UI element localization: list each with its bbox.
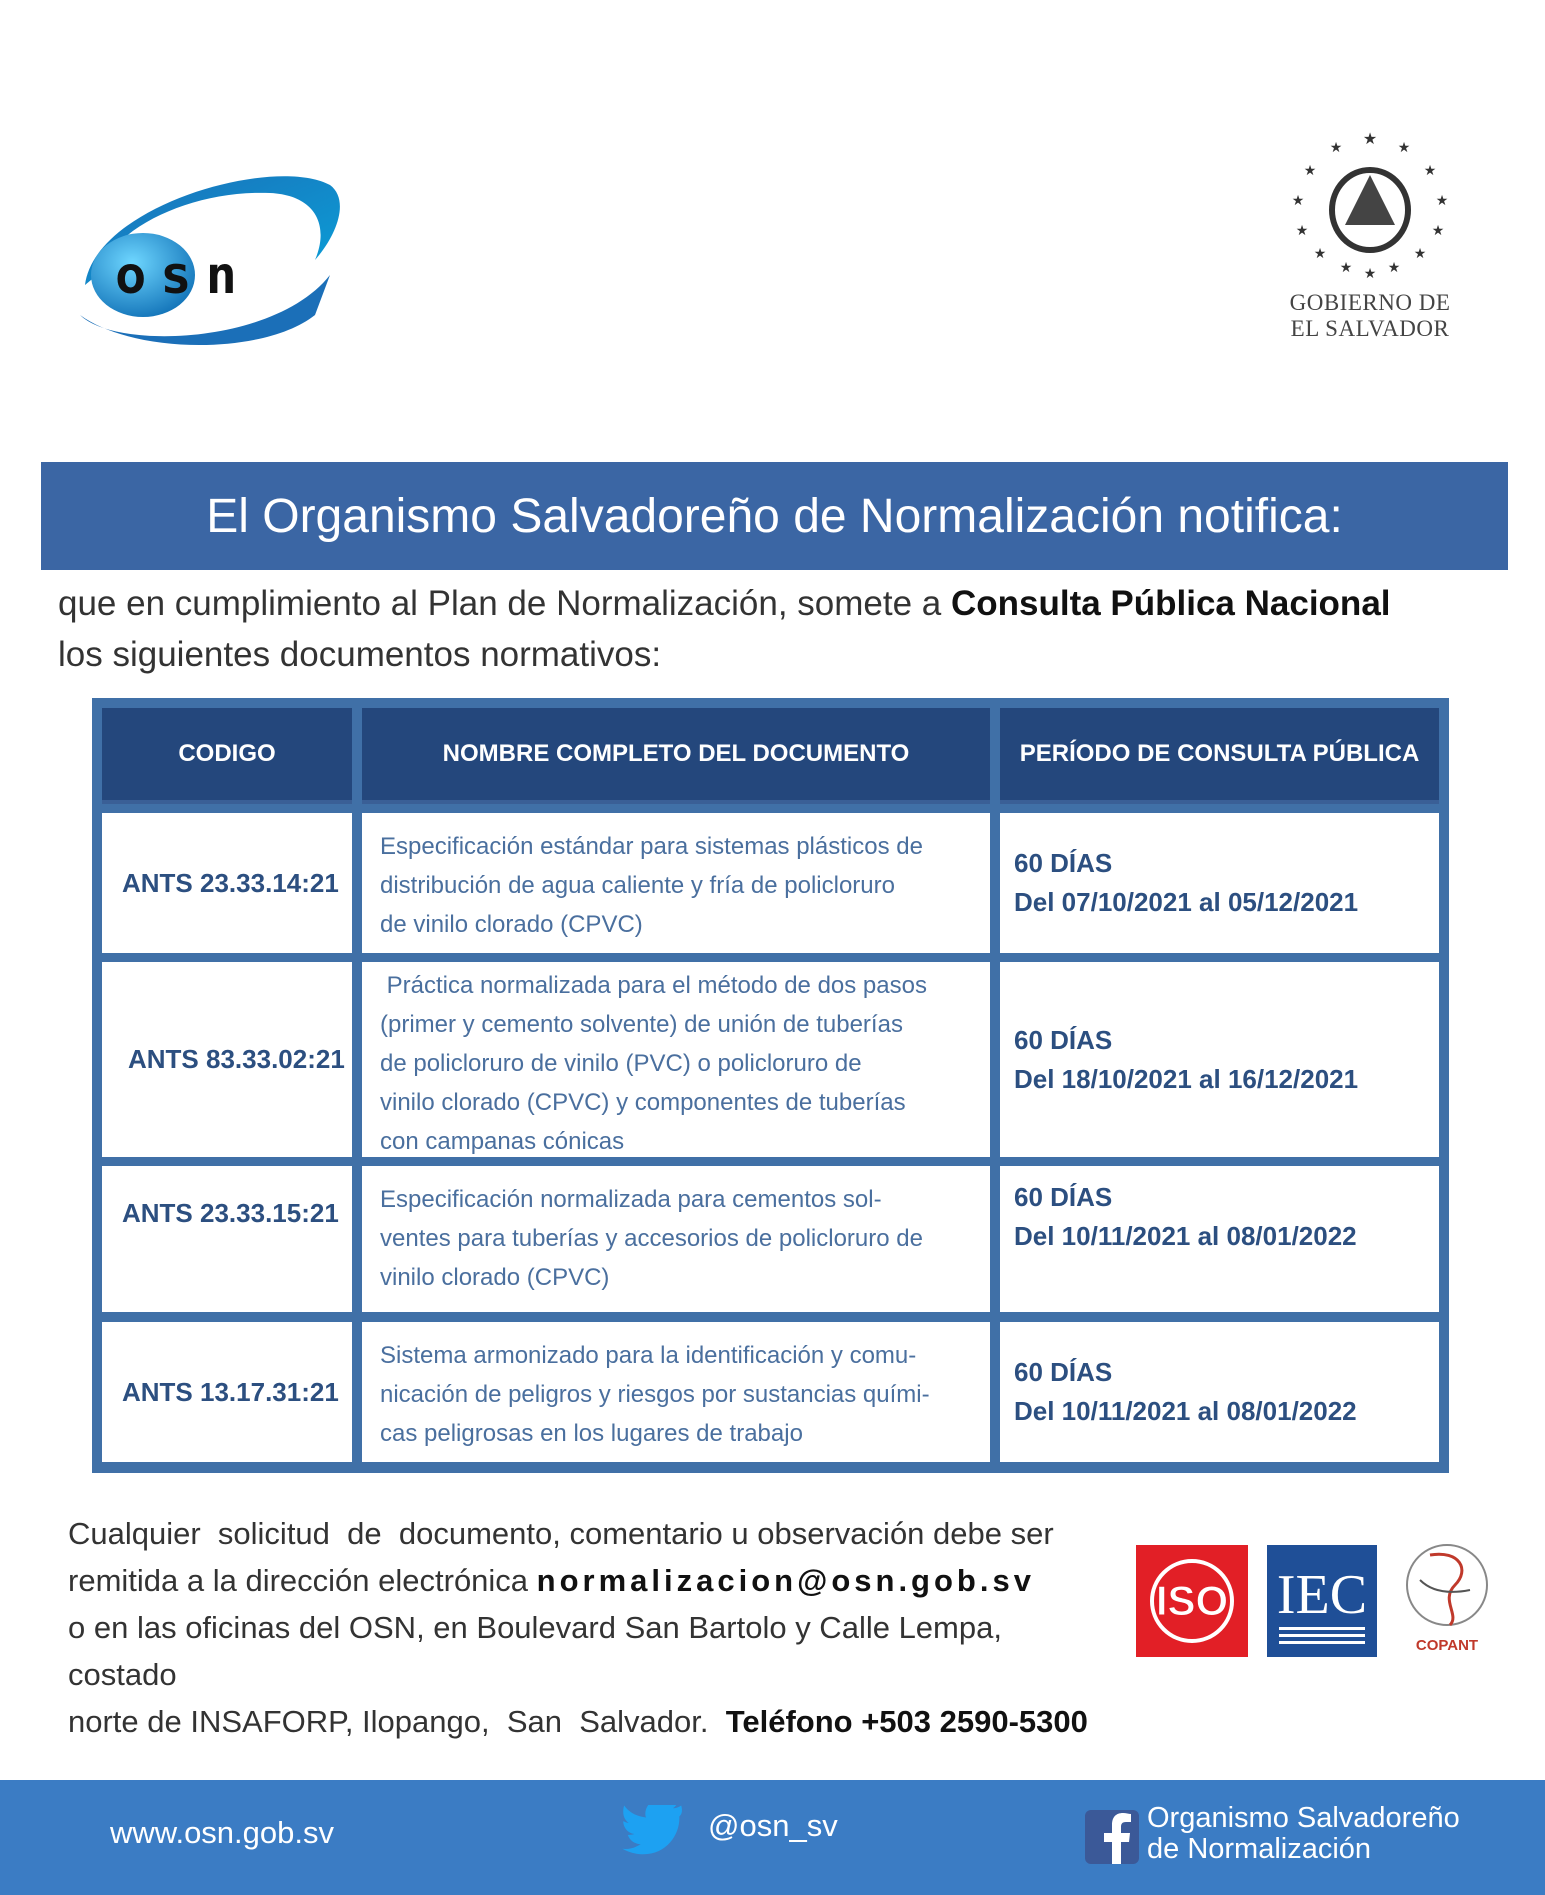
iso-logo-text: ISO [1155,1577,1229,1624]
footer-organization-name[interactable] [1147,1803,1460,1865]
row-2-name-line: Práctica normalizada para el método de dos pasos [380,972,927,999]
row-2-name-line: de policloruro de vinilo (PVC) o policloruro de [380,1050,862,1077]
row-1-name [362,813,990,953]
contact-line-3: o en las oficinas del OSN, en Boulevard San Bartolo y Calle Lempa, costado [68,1610,1002,1692]
svg-text:★: ★ [1313,245,1327,261]
row-4-period [1000,1322,1439,1462]
footer-twitter-handle[interactable]: @osn_sv [708,1808,838,1843]
row-1-name-line: de vinilo clorado (CPVC) [380,911,643,938]
row-1-days: 60 DÍAS [1014,848,1113,878]
copant-logo-text: COPANT [1415,1637,1479,1654]
header-code: CODIGO [102,708,352,804]
gov-line-2: EL SALVADOR [1290,316,1450,341]
row-3-days: 60 DÍAS [1014,1182,1113,1212]
row-3-code: ANTS 23.33.15:21 [102,1166,352,1312]
row-2-days: 60 DÍAS [1014,1024,1113,1055]
header-period: PERÍODO DE CONSULTA PÚBLICA [1000,708,1439,804]
row-4-name-line: cas peligrosas en los lugares de trabajo [380,1420,803,1447]
svg-text:★: ★ [1413,245,1427,261]
row-3-period [1000,1166,1439,1312]
gov-line-1: GOBIERNO DE [1289,290,1451,315]
row-2-dates: Del 18/10/2021 al 16/12/2021 [1014,1063,1359,1094]
contact-line-4-prefix: norte de INSAFORP, Ilopango, San Salvador. [68,1704,726,1739]
row-3-name-line: ventes para tuberías y accesorios de policloruro de [380,1225,923,1252]
row-4-name [362,1322,990,1462]
row-4-name-line: nicación de peligros y riesgos por sustancias quími- [380,1381,930,1408]
row-1-name-line: distribución de agua caliente y fría de policloruro [380,872,895,899]
osn-logo [75,165,345,350]
svg-text:★: ★ [1339,259,1353,275]
osn-logo-text: osn [115,246,251,306]
svg-text:★: ★ [1397,139,1411,155]
iec-logo-text: IEC [1276,1564,1368,1626]
row-2-name-line: con campanas cónicas [380,1128,625,1155]
row-2-code: ANTS 83.33.02:21 [102,962,352,1157]
svg-text:★: ★ [1435,192,1449,208]
svg-text:★: ★ [1329,139,1343,155]
row-1-code: ANTS 23.33.14:21 [102,813,352,953]
svg-text:★: ★ [1362,131,1378,148]
row-3-name-line: Especificación normalizada para cementos sol- [380,1186,882,1213]
twitter-icon[interactable] [622,1805,684,1857]
row-2-period [1000,962,1439,1157]
row-2-name-line: (primer y cemento solvente) de unión de tuberías [380,1011,903,1038]
title-banner [41,462,1508,570]
contact-paragraph [68,1510,1118,1745]
svg-text:★: ★ [1423,162,1437,178]
svg-text:★: ★ [1363,265,1377,280]
row-3-name [362,1166,990,1312]
header-name: NOMBRE COMPLETO DEL DOCUMENTO [362,708,990,804]
intro-paragraph [58,578,1498,680]
footer-org-line-2: de Normalización [1147,1833,1372,1865]
svg-text:★: ★ [1303,162,1317,178]
iso-logo [1136,1545,1248,1657]
row-4-name-line: Sistema armonizado para la identificación y comu- [380,1342,917,1369]
row-3-dates: Del 10/11/2021 al 08/01/2022 [1014,1221,1357,1251]
intro-text-before: que en cumplimiento al Plan de Normalización, somete a [58,584,951,623]
row-4-code: ANTS 13.17.31:21 [102,1322,352,1462]
intro-text-after: los siguientes documentos normativos: [58,635,662,674]
row-3-name-line: vinilo clorado (CPVC) [380,1264,610,1291]
row-4-dates: Del 10/11/2021 al 08/01/2022 [1014,1396,1357,1426]
row-2-name [362,962,990,1157]
documents-table [92,698,1449,1473]
footer-org-line-1: Organismo Salvadoreño [1147,1802,1460,1834]
banner-title: El Organismo Salvadoreño de Normalización notifica: [206,489,1343,543]
el-salvador-coat-of-arms-icon [1270,130,1470,280]
row-2-name-line: vinilo clorado (CPVC) y componentes de tuberías [380,1089,906,1116]
row-1-period [1000,813,1439,953]
copant-logo [1400,1540,1495,1658]
svg-text:★: ★ [1291,192,1305,208]
svg-text:★: ★ [1387,259,1401,275]
contact-phone: Teléfono +503 2590-5300 [725,1704,1088,1739]
svg-text:★: ★ [1295,222,1309,238]
contact-email-link[interactable]: normalizacion@osn.gob.sv [536,1563,1035,1598]
svg-text:★: ★ [1431,222,1445,238]
intro-bold: Consulta Pública Nacional [950,584,1391,623]
facebook-icon[interactable] [1085,1810,1139,1864]
contact-line-1: Cualquier solicitud de documento, comentario u observación debe ser [68,1516,1054,1551]
government-name [1270,290,1470,342]
contact-line-4 [68,1698,1118,1745]
row-4-days: 60 DÍAS [1014,1357,1113,1387]
contact-line-2-prefix: remitida a la dirección electrónica [68,1563,537,1598]
row-1-name-line: Especificación estándar para sistemas plásticos de [380,833,923,860]
row-1-dates: Del 07/10/2021 al 05/12/2021 [1014,887,1359,917]
government-logo [1270,130,1470,350]
iec-logo [1267,1545,1377,1657]
footer-website-link[interactable]: www.osn.gob.sv [110,1815,334,1850]
contact-line-2 [68,1557,1118,1604]
